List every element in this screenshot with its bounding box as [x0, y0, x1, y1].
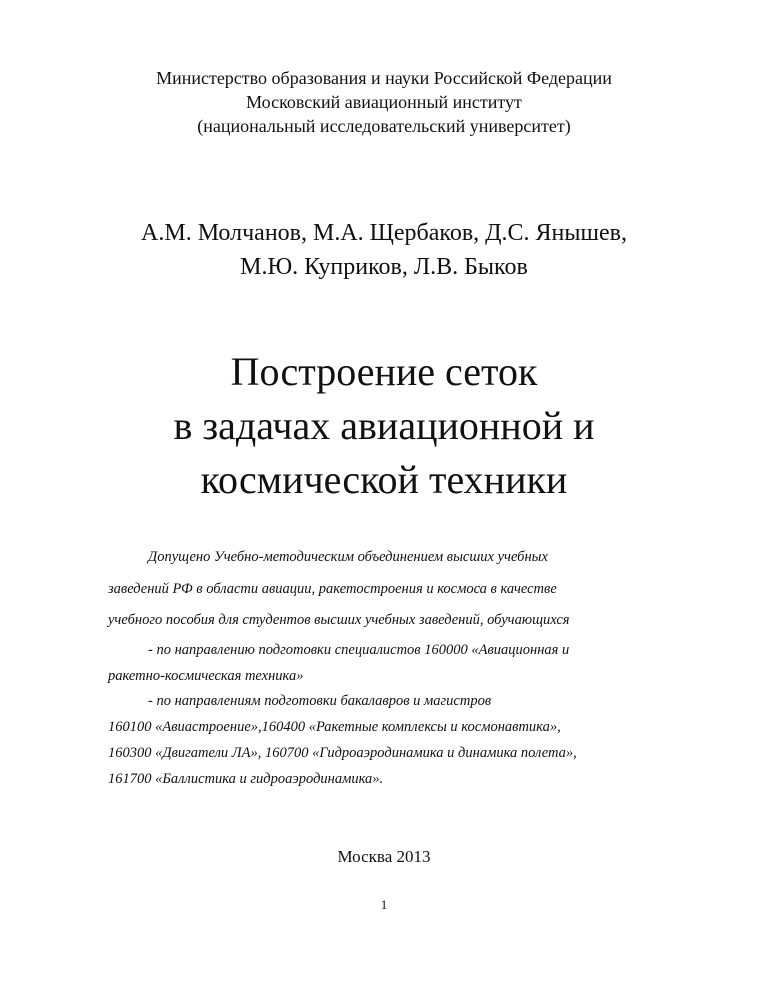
authors-block: [0, 216, 768, 284]
title-line-3: космической техники: [200, 457, 568, 502]
authors-line-1: А.М. Молчанов, М.А. Щербаков, Д.С. Янышев,: [141, 220, 627, 246]
approval-line: заведений РФ в области авиации, ракетостроения и космоса в качестве: [108, 581, 557, 597]
approval-line: учебного пособия для студентов высших учебных заведений, обучающихся: [108, 612, 570, 628]
page-number: 1: [380, 897, 388, 912]
university-status-line: (национальный исследовательский университет): [197, 116, 571, 136]
approval-line: 161700 «Баллистика и гидроаэродинамика».: [108, 771, 384, 787]
ministry-line: Министерство образования и науки Российской Федерации: [156, 68, 612, 88]
authors-line-2: М.Ю. Куприков, Л.В. Быков: [240, 254, 528, 280]
book-title: [0, 345, 768, 507]
title-line-2: в задачах авиационной и: [173, 403, 595, 448]
approval-line: - по направлениям подготовки бакалавров и магистров: [148, 693, 492, 709]
approval-line: - по направлению подготовки специалистов 160000 «Авиационная и: [148, 642, 570, 658]
city-year: Москва 2013: [337, 847, 431, 866]
approval-line: 160100 «Авиастроение»,160400 «Ракетные комплексы и космонавтика»,: [108, 719, 561, 735]
approval-line: Допущено Учебно-методическим объединением высших учебных: [148, 549, 548, 565]
approval-line: 160300 «Двигатели ЛА», 160700 «Гидроаэродинамика и динамика полета»,: [108, 745, 577, 761]
institution-header: [0, 66, 768, 138]
approval-line: ракетно-космическая техника»: [108, 668, 304, 684]
institute-line: Московский авиационный институт: [246, 92, 522, 112]
title-line-1: Построение сеток: [230, 349, 538, 394]
